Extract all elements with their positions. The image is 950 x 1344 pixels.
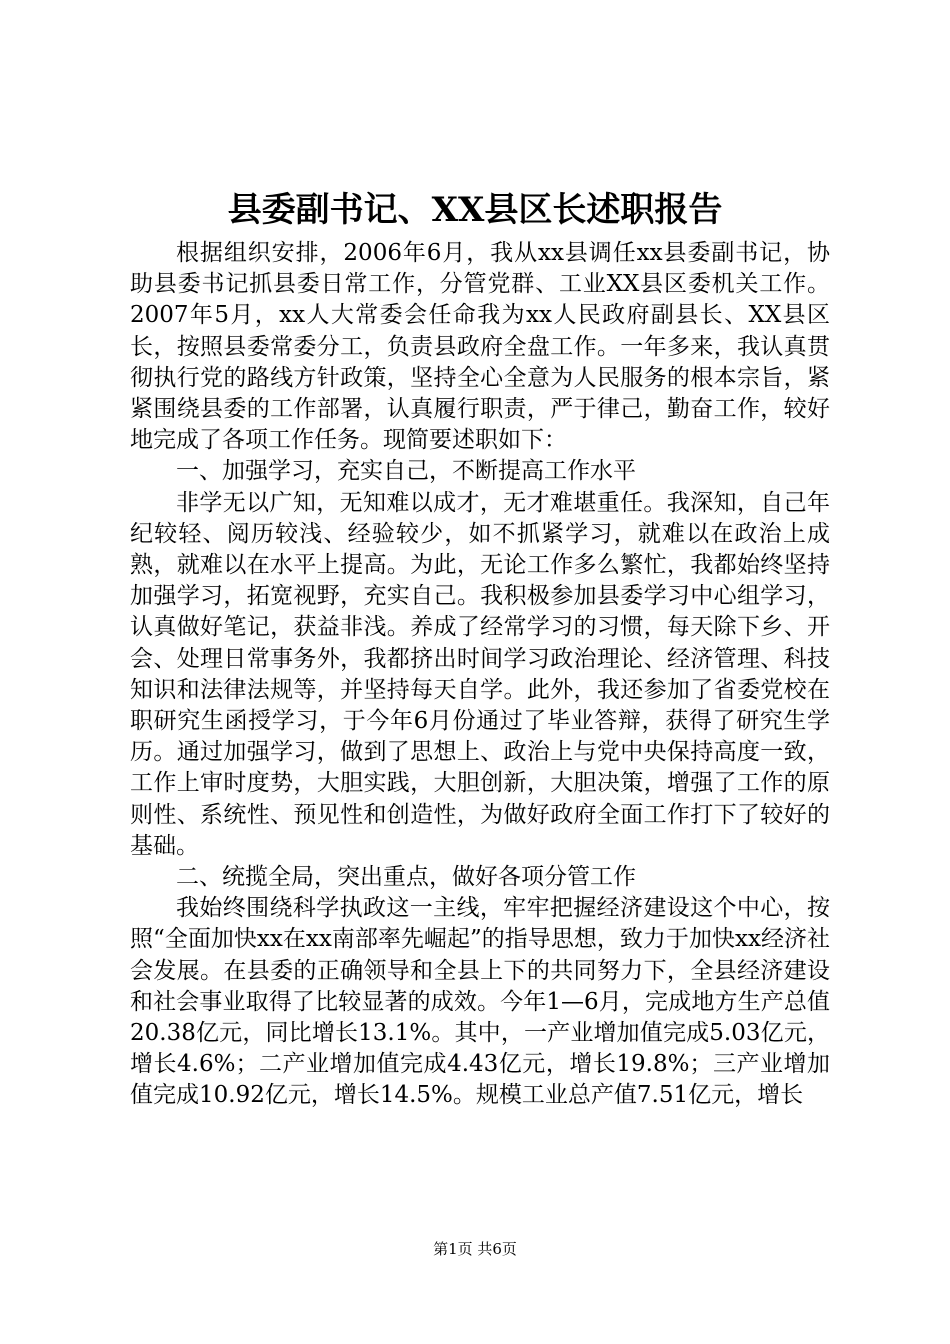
paragraph-economy: 我始终围绕科学执政这一主线，牢牢把握经济建设这个中心，按照“全面加快xx在xx南部率先崛起”的指导思想，致力于加快xx经济社会发展。在县委的正确领导和全县上下的共同努力下，全县经济建设和社会事业取得了比较显著的成效。今年1—6月，完成地方生产总值20.38亿元，同比增长13.1%。其中，一产业增加值完成5.03亿元，增长4.6%；二产业增加值完成4.43亿元，增长19.8%；三产业增加值完成10.92亿元，增长14.5%。规模工业总产值7.51亿元，增长 [130, 895, 830, 1109]
paragraph-study: 非学无以广知，无知难以成才，无才难堪重任。我深知，自己年纪较轻、阅历较浅、经验较少，如不抓紧学习，就难以在政治上成熟，就难以在水平上提高。为此，无论工作多么繁忙，我都始终坚持加强学习，拓宽视野，充实自己。我积极参加县委学习中心组学习，认真做好笔记，获益非浅。养成了经常学习的习惯，每天除下乡、开会、处理日常事务外，我都挤出时间学习政治理论、经济管理、科技知识和法律法规等，并坚持每天自学。此外，我还参加了省委党校在职研究生函授学习，于今年6月份通过了毕业答辩，获得了研究生学历。通过加强学习，做到了思想上、政治上与党中央保持高度一致，工作上审时度势，大胆实践，大胆创新，大胆决策，增强了工作的原则性、系统性、预见性和创造性，为做好政府全面工作打下了较好的基础。 [130, 489, 830, 859]
document-body [130, 238, 830, 1112]
section-heading-2: 二、统揽全局，突出重点，做好各项分管工作 [176, 864, 636, 891]
document-title: 县委副书记、XX县区长述职报告 [227, 190, 723, 230]
section-heading-1: 一、加强学习，充实自己，不断提高工作水平 [176, 458, 636, 485]
page-number: 第1页 [433, 1240, 473, 1258]
page-total: 共6页 [477, 1240, 517, 1258]
page-footer [0, 1238, 950, 1259]
paragraph-intro: 根据组织安排，2006年6月，我从xx县调任xx县委副书记，协助县委书记抓县委日常工作，分管党群、工业XX县区委机关工作。2007年5月，xx人大常委会任命我为xx人民政府副县长、XX县区长，按照县委常委分工，负责县政府全盘工作。一年多来，我认真贯彻执行党的路线方针政策，坚持全心全意为人民服务的根本宗旨，紧紧围绕县委的工作部署，认真履行职责，严于律己，勤奋工作，较好地完成了各项工作任务。现简要述职如下： [130, 240, 830, 454]
